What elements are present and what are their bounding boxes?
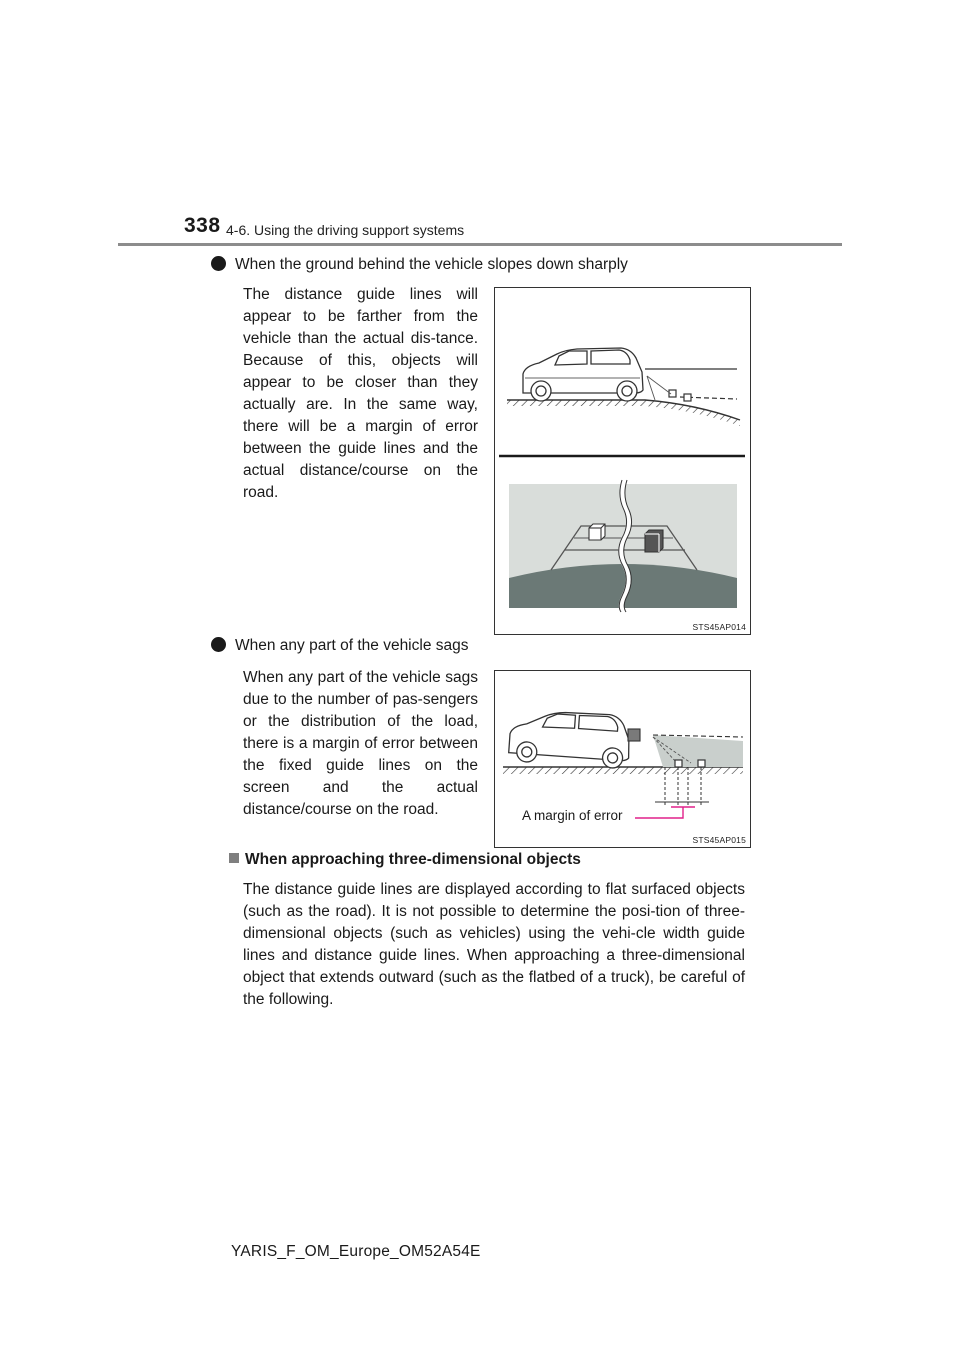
bullet-heading-text: When the ground behind the vehicle slopes down sharply: [235, 256, 628, 273]
bullet-heading-slope: [211, 256, 628, 274]
bullet-dot-icon: [211, 637, 226, 652]
square-bullet-icon: [229, 853, 239, 863]
three-dimensional-description: The distance guide lines are displayed according to flat surfaced objects (such as the road). It is not possible to determine the posi-tion of three-dimensional objects (such as vehicles) using the vehi-cle width guide lines and distance guide lines. When approaching a three-dimensional object that extends outward (such as the flatbed of a truck), be careful of the following.: [243, 881, 745, 1008]
car-side-icon: [523, 348, 643, 401]
sag-description: When any part of the vehicle sags due to the number of pas-sengers or the distribution of the load, there is a margin of error between the fixed guide lines on the screen and the actual distance/course on the road.: [243, 669, 478, 818]
bullet-heading-text: When any part of the vehicle sags: [235, 637, 469, 654]
slope-description: The distance guide lines will appear to be farther from the vehicle than the actual dis-tance. Because of this, objects will appear to be closer than they actually are. In the same way, there will be a margin of error between the guide lines and the actual distance/course on the road.: [243, 286, 478, 501]
margin-of-error-label: A margin of error: [522, 808, 623, 823]
slope-diagram: [495, 288, 750, 634]
section-title: 4-6. Using the driving support systems: [226, 222, 465, 238]
hatched-cube-icon: [645, 530, 663, 552]
header-divider: [118, 243, 842, 246]
rear-camera-screen: [509, 480, 737, 612]
load-box-icon: [628, 729, 640, 741]
bullet-dot-icon: [211, 256, 226, 271]
car-side-icon: [508, 708, 631, 769]
cube-object-icon: [589, 524, 605, 540]
sag-illustration: [494, 670, 751, 848]
slope-illustration: [494, 287, 751, 635]
subsection-heading: [229, 851, 581, 869]
subsection-heading-text: When approaching three-dimensional objects: [245, 851, 581, 868]
page-number: 338: [184, 214, 221, 237]
figure-code: STS45AP014: [692, 622, 746, 632]
document-id: YARIS_F_OM_Europe_OM52A54E: [231, 1243, 481, 1260]
figure-code: STS45AP015: [692, 835, 746, 845]
bullet-heading-sag: [211, 637, 469, 655]
